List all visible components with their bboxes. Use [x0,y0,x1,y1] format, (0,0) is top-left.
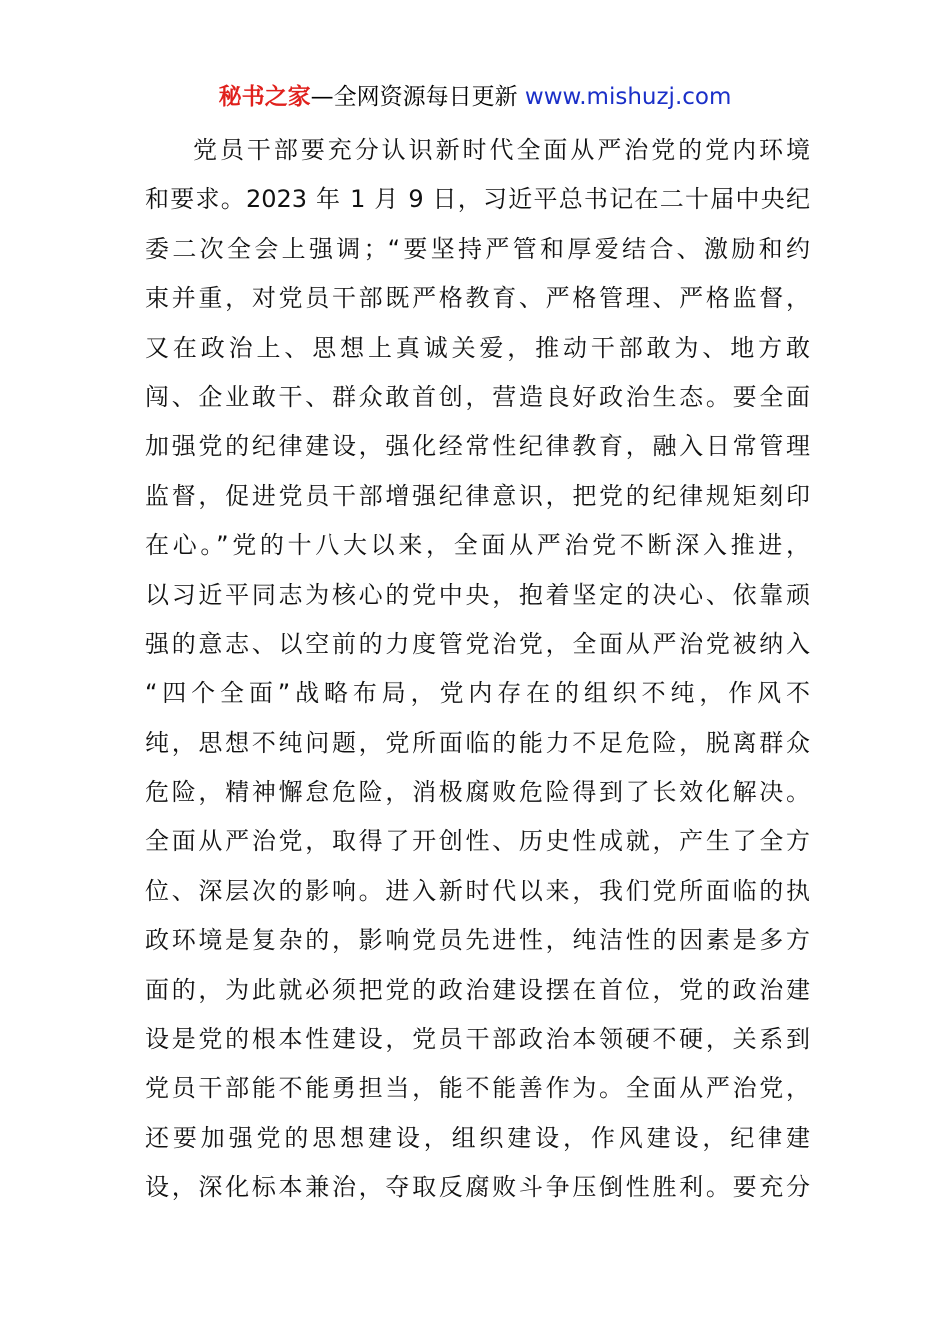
body-paragraph [145,126,810,1213]
text-line: 政环境是复杂的，影响党员先进性，纯洁性的因素是多方 [145,926,810,955]
header-tagline: —全网资源每日更新 [310,84,518,110]
text-line: 位、深层次的影响。进入新时代以来，我们党所面临的执 [145,876,810,905]
text-line: 委二次全会上强调；“要坚持严管和厚爱结合、激励和约 [145,234,810,263]
text-line: 监督，促进党员干部增强纪律意识，把党的纪律规矩刻印 [145,481,810,510]
text-line: 加强党的纪律建设，强化经常性纪律教育，融入日常管理 [145,432,810,461]
text-line: “四个全面”战略布局，党内存在的组织不纯，作风不 [145,679,810,708]
text-line: 又在政治上、思想上真诚关爱，推动干部敢为、地方敢 [145,333,810,362]
text-line: 党员干部要充分认识新时代全面从严治党的党内环境 [193,136,810,164]
text-line: 危险，精神懈怠危险，消极腐败危险得到了长效化解决。 [145,778,810,807]
text-line: 以习近平同志为核心的党中央，抱着坚定的决心、依靠顽 [145,580,810,609]
text-line: 束并重，对党员干部既严格教育、严格管理、严格监督， [145,284,810,313]
site-url-link[interactable]: www.mishuzj.com [524,84,732,110]
text-line: 闯、企业敢干、群众敢首创，营造良好政治生态。要全面 [145,382,810,411]
text-line: 纯，思想不纯问题，党所面临的能力不足危险，脱离群众 [145,728,810,757]
text-line: 设是党的根本性建设，党员干部政治本领硬不硬，关系到 [145,1025,810,1054]
text-line: 全面从严治党，取得了开创性、历史性成就，产生了全方 [145,827,810,856]
text-line: 在心。”党的十八大以来，全面从严治党不断深入推进， [145,531,810,560]
text-line: 还要加强党的思想建设，组织建设，作风建设，纪律建 [145,1123,810,1152]
page-header [0,80,950,114]
text-line: 面的，为此就必须把党的政治建设摆在首位，党的政治建 [145,975,810,1004]
text-line: 和要求。2023 年 1 月 9 日，习近平总书记在二十届中央纪 [145,185,810,214]
text-line: 党员干部能不能勇担当，能不能善作为。全面从严治党， [145,1074,810,1103]
text-line: 设，深化标本兼治，夺取反腐败斗争压倒性胜利。要充分 [145,1173,810,1202]
text-line: 强的意志、以空前的力度管党治党，全面从严治党被纳入 [145,629,810,658]
brand-name: 秘书之家 [218,84,311,110]
